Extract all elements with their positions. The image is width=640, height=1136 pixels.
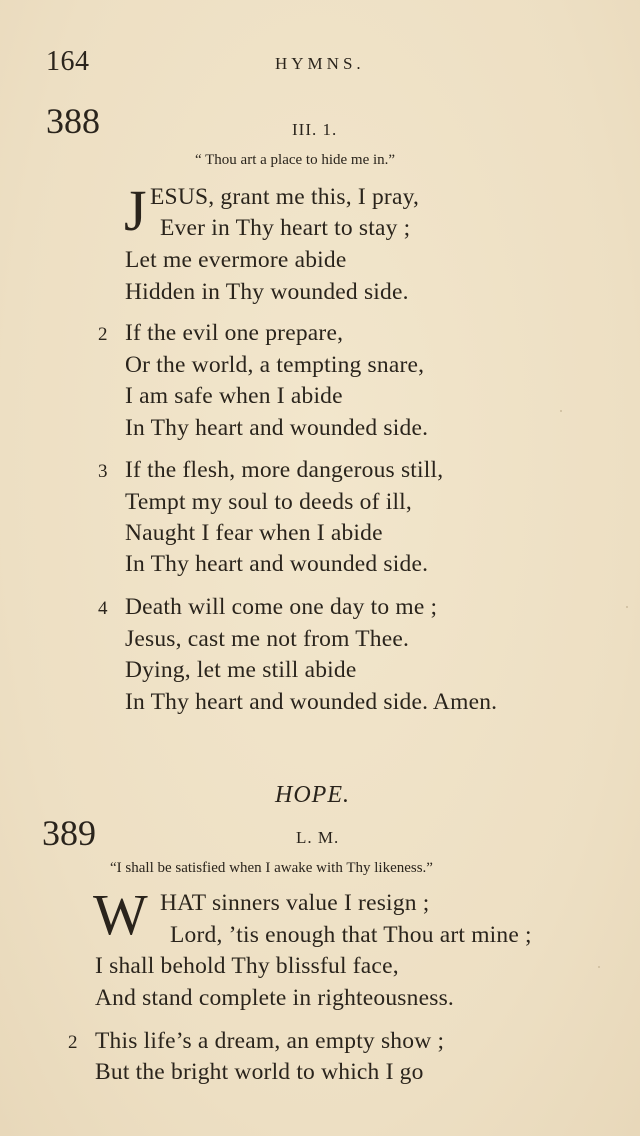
verse-line: In Thy heart and wounded side.: [125, 551, 429, 577]
verse-line: This life’s a dream, an empty show ;: [95, 1028, 445, 1054]
drop-cap: W: [93, 882, 148, 947]
verse-number: 4: [98, 598, 108, 619]
verse-line: Let me evermore abide: [125, 247, 347, 273]
verse-number: 2: [98, 324, 108, 345]
verse-line: Ever in Thy heart to stay ;: [160, 215, 411, 241]
verse-line: Dying, let me still abide: [125, 657, 357, 683]
verse-line: Tempt my soul to deeds of ill,: [125, 489, 412, 515]
paper-speck: [560, 410, 562, 412]
verse-line: Death will come one day to me ;: [125, 594, 438, 620]
drop-cap: J: [124, 178, 147, 243]
hymn-epigraph: “ Thou art a place to hide me in.”: [195, 152, 396, 168]
verse-line: Naught I fear when I abide: [125, 520, 383, 546]
hymn-number: 388: [46, 101, 100, 141]
verse-line: If the flesh, more dangerous still,: [125, 457, 444, 483]
paper-speck: [598, 966, 600, 968]
verse-line: Hidden in Thy wounded side.: [125, 279, 409, 305]
hymn-number: 389: [42, 813, 96, 853]
verse-line: Lord, ’tis enough that Thou art mine ;: [170, 922, 532, 948]
running-title: HYMNS.: [275, 54, 365, 73]
section-title: HOPE.: [275, 782, 350, 808]
paper-speck: [626, 606, 628, 608]
verse-line: HAT sinners value I resign ;: [160, 890, 430, 916]
verse-line: And stand complete in righteousness.: [95, 985, 454, 1011]
hymn-meter: III. 1.: [292, 120, 338, 139]
verse-line: Or the world, a tempting snare,: [125, 352, 425, 378]
verse-line: In Thy heart and wounded side.: [125, 415, 429, 441]
verse-line: I shall behold Thy blissful face,: [95, 953, 399, 979]
hymn-meter: L. M.: [296, 828, 340, 847]
verse-line: But the bright world to which I go: [95, 1059, 424, 1085]
hymn-epigraph: “I shall be satisfied when I awake with Thy likeness.”: [110, 860, 433, 876]
page-number: 164: [46, 46, 90, 77]
verse-line: Jesus, cast me not from Thee.: [125, 626, 410, 652]
verse-line: ESUS, grant me this, I pray,: [150, 184, 420, 210]
verse-line: I am safe when I abide: [125, 383, 343, 409]
verse-number: 3: [98, 461, 108, 482]
verse-line: In Thy heart and wounded side. Amen.: [125, 689, 498, 715]
verse-number: 2: [68, 1032, 78, 1053]
verse-line: If the evil one prepare,: [125, 320, 344, 346]
